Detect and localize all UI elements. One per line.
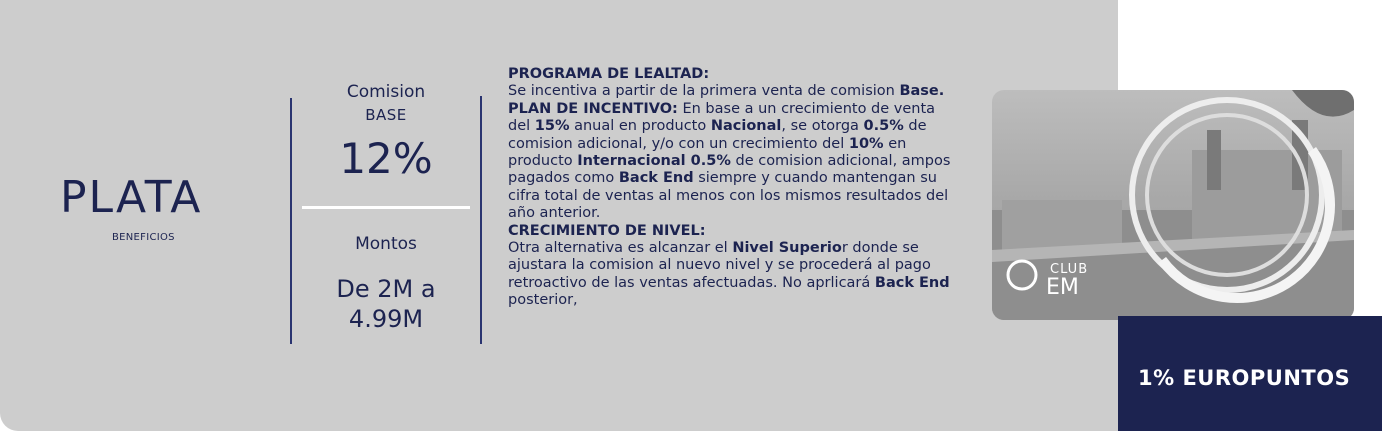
incentivo-text: en producto [508,135,907,170]
brand-label: EM [1046,275,1079,300]
incentivo-bold: Internacional 0.5% [577,153,731,170]
incentivo-text: de comision adicional, ampos pagados como [508,153,951,187]
incentivo-text: anual en producto [569,118,711,135]
incentivo-text: siempre y cuando mantengan su cifra total de ventas al menos con los mismos resultados del año anterior. [508,170,949,222]
commission-label: Comision [346,82,426,102]
incentivo-bold: 0.5% [863,118,904,135]
lealtad-text: Se incentiva a partir de la primera venta de comision [508,83,900,100]
lealtad-bold: Base. [899,83,945,100]
incentivo-bold: 10% [848,135,884,152]
divider-left [290,98,292,344]
commission-sub-label: BASE [365,106,407,124]
nivel-bold: Back End [874,274,950,291]
nivel-bold: Nivel Superio [732,240,842,257]
reward-label: 1% EUROPUNTOS [1138,366,1351,390]
amounts-value: De 2M a 4.99M [336,275,436,333]
program-description [508,66,958,310]
tier-name: PLATA [60,172,203,223]
incentivo-bold: Nacional [710,118,782,135]
commission-value: 12% [339,134,433,183]
incentivo-bold: Back End [618,170,694,187]
nivel-text: r donde se ajustara la comision al nuevo nivel y se procederá al pago retroactivo de las ventas afectuadas. No aprlicará [508,240,931,291]
amounts-label: Montos [355,234,417,254]
divider-horizontal [302,206,470,209]
nivel-text: posterior, [508,292,578,309]
nivel-text: Otra alternativa es alcanzar el [508,240,733,257]
incentivo-text: En base a un crecimiento de venta del [508,100,936,135]
incentivo-bold: 15% [534,118,570,135]
divider-right [480,96,482,344]
tier-subtitle: BENEFICIOS [112,232,175,243]
lealtad-title: PROGRAMA DE LEALTAD: [508,66,710,82]
incentivo-title: PLAN DE INCENTIVO: [508,100,678,117]
incentivo-text: , se otorga [781,118,864,135]
club-label: CLUB [1050,262,1089,277]
incentivo-text: de comision adicional, y/o con un crecimiento del [508,118,927,152]
nivel-title: CRECIMIENTO DE NIVEL: [508,222,706,239]
